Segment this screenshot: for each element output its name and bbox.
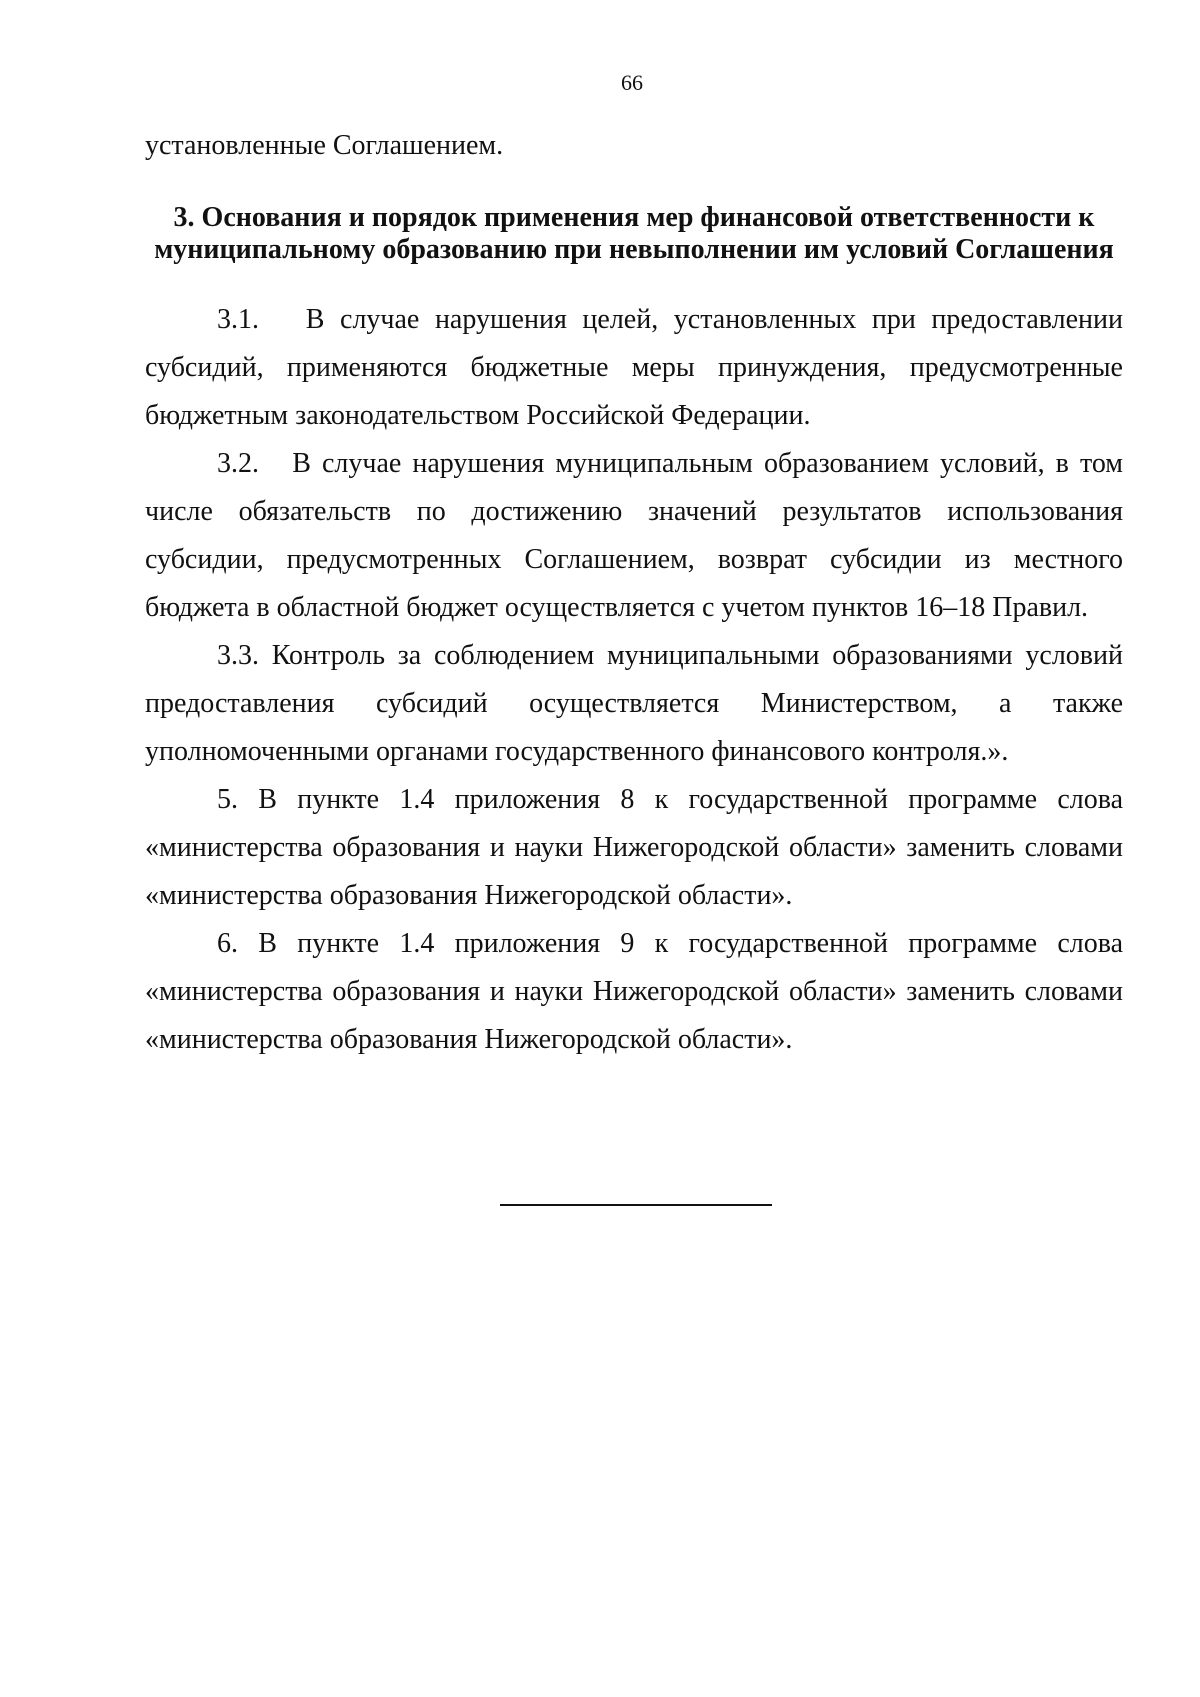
paragraph-3-1 [145,296,1123,440]
paragraph-3-2 [145,440,1123,632]
paragraph-number: 3.1. [217,304,259,335]
continuation-line: установленные Соглашением. [145,130,504,161]
page-number: 66 [621,70,643,95]
paragraph-3-3 [145,632,1123,776]
paragraph-number: 3.2. [217,448,259,479]
paragraph-text: В пункте 1.4 приложения 9 к государственной программе слова «министерства образования и науки Нижегородской области» заменить словами «министерства образования Нижегородской области». [145,928,1124,1055]
document-body [145,122,1123,1064]
end-divider-line [500,1204,772,1206]
paragraph-number: 6. [217,928,238,959]
paragraph-text: В пункте 1.4 приложения 8 к государственной программе слова «министерства образования и науки Нижегородской области» заменить словами «министерства образования Нижегородской области». [145,784,1124,911]
paragraph-number: 3.3. [217,640,259,671]
paragraph-text: В случае нарушения муниципальным образованием условий, в том числе обязательств по достижению значений результатов использования субсидии, предусмотренных Соглашением, возврат субсидии из местного бюджета в областной бюджет осуществляется с учетом пунктов 16–18 Правил. [145,448,1124,623]
paragraph-5 [145,776,1123,920]
paragraph-6 [145,920,1123,1064]
paragraph-number: 5. [217,784,238,815]
paragraph-text: Контроль за соблюдением муниципальными образованиями условий предоставления субсидий осуществляется Министерством, а также уполномоченными органами государственного финансового контроля.». [145,640,1123,767]
section-heading: 3. Основания и порядок применения мер финансовой ответственности к муниципальному образованию при невыполнении им условий Соглашения [154,202,1114,265]
paragraph-text: В случае нарушения целей, установленных при предоставлении субсидий, применяются бюджетные меры принуждения, предусмотренные бюджетным законодательством Российской Федерации. [145,304,1124,431]
